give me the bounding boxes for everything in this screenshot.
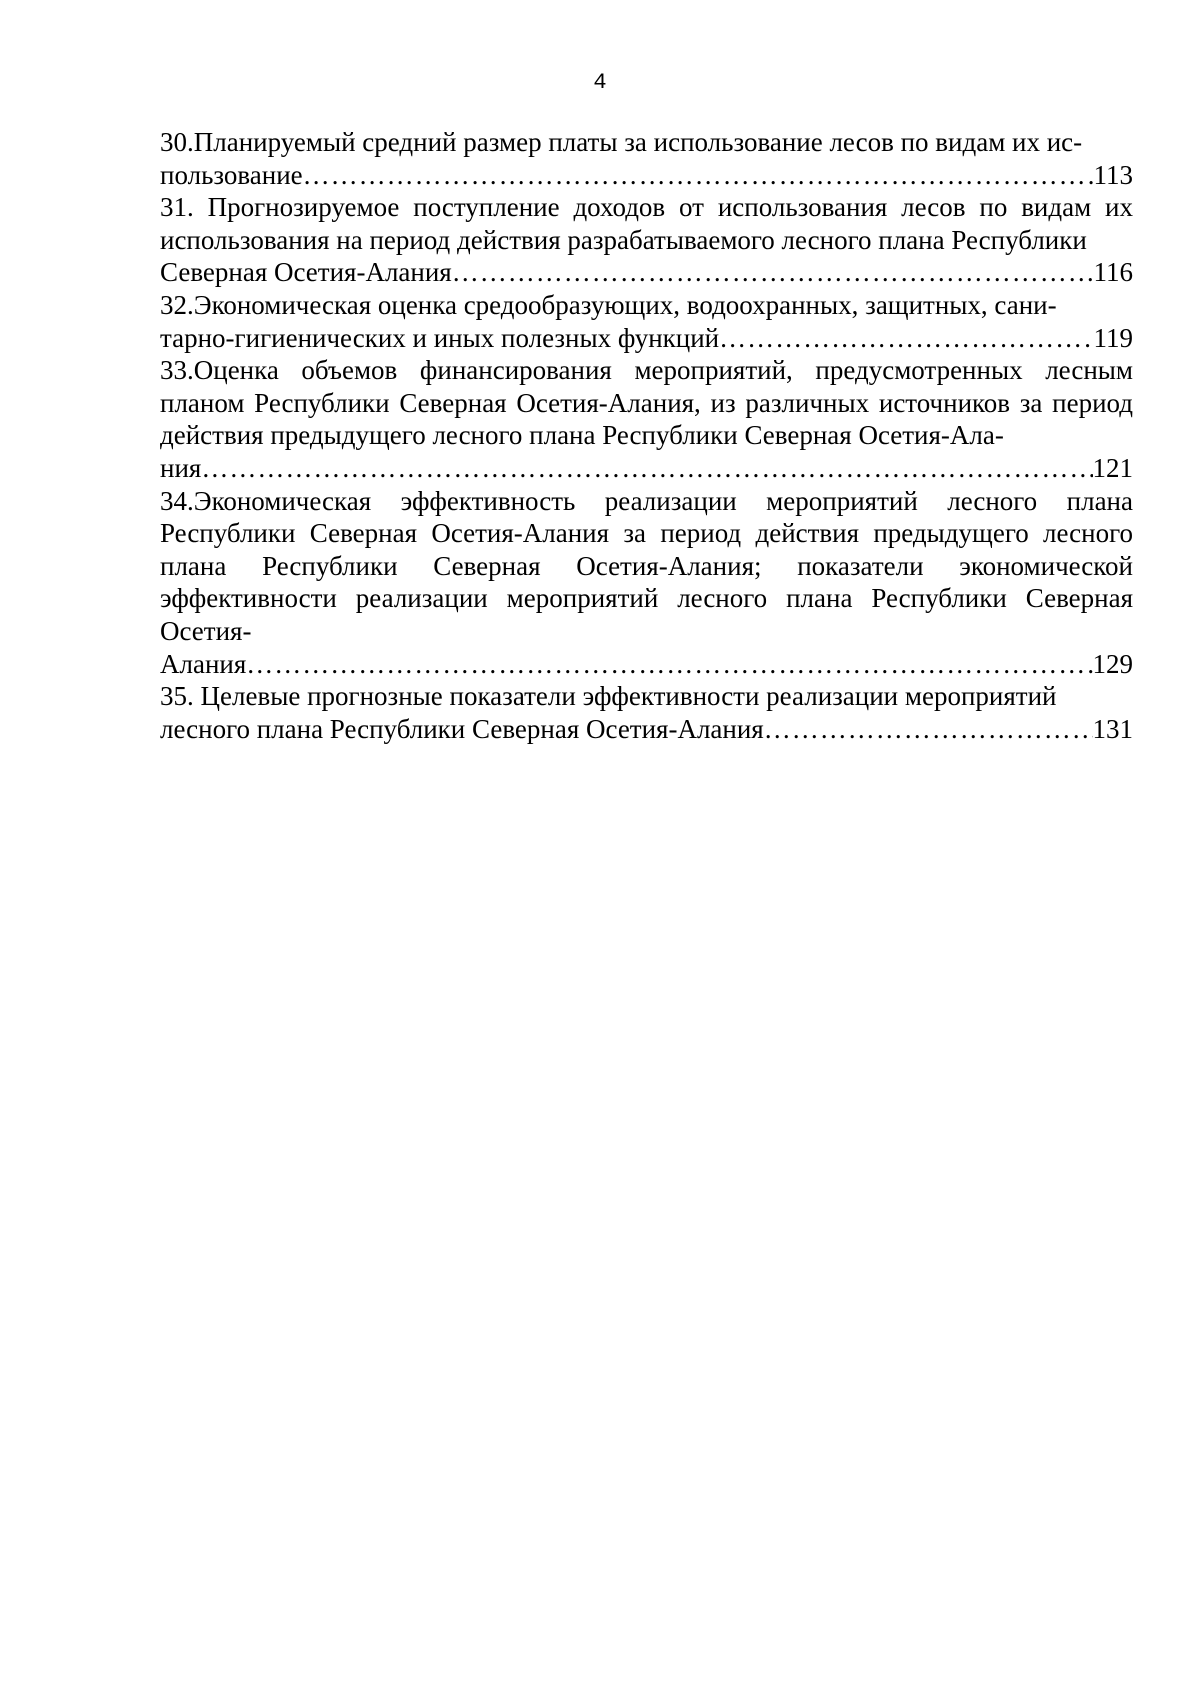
toc-entry-tail: Северная Осетия-Алания bbox=[160, 257, 452, 288]
toc-entry-last-line bbox=[160, 648, 1133, 681]
toc-entry-34[interactable] bbox=[160, 485, 1133, 681]
toc-page-number: 121 bbox=[1092, 452, 1133, 483]
toc-entry-last-line bbox=[160, 713, 1133, 746]
toc-entry-text: 30.Планируемый средний размер платы за использование лесов по видам их ис- bbox=[160, 127, 1083, 157]
toc-entry-32[interactable] bbox=[160, 289, 1133, 354]
toc-page-number: 131 bbox=[1092, 713, 1133, 744]
toc-page-number: 119 bbox=[1093, 322, 1133, 353]
toc-entry-tail: лесного плана Республики Северная Осетия-Алания bbox=[160, 713, 764, 744]
toc-page-number: 116 bbox=[1093, 257, 1133, 288]
toc-entry-tail: ния bbox=[160, 452, 202, 483]
toc-entry-text: 33.Оценка объемов финансирования мероприятий, предусмотренных лесным планом Республики Северная Осетия-Алания, из различных источников за период действия предыдущего лесного плана Республики Северная Осетия-Ала- bbox=[160, 355, 1133, 451]
toc-entry-last-line bbox=[160, 256, 1133, 289]
toc-entry-last-line bbox=[160, 452, 1133, 485]
dot-leader bbox=[201, 452, 1092, 485]
toc-entry-31[interactable] bbox=[160, 191, 1133, 289]
toc-entry-last-line bbox=[160, 159, 1133, 192]
toc-entry-35[interactable] bbox=[160, 680, 1133, 745]
table-of-contents bbox=[160, 126, 1133, 745]
dot-leader bbox=[303, 159, 1094, 192]
toc-entry-30[interactable] bbox=[160, 126, 1133, 191]
dot-leader bbox=[452, 256, 1094, 289]
toc-entry-tail: Алания bbox=[160, 648, 247, 679]
toc-entry-tail: тарно-гигиенических и иных полезных функций bbox=[160, 322, 720, 353]
dot-leader bbox=[719, 322, 1093, 355]
toc-entry-text: 32.Экономическая оценка средообразующих, водоохранных, защитных, сани- bbox=[160, 289, 1057, 320]
toc-page-number: 129 bbox=[1092, 648, 1133, 679]
toc-entry-last-line bbox=[160, 322, 1133, 355]
toc-page-number: 113 bbox=[1093, 159, 1133, 190]
page-number: 4 bbox=[593, 70, 607, 95]
toc-entry-text: 31. Прогнозируемое поступление доходов от использования лесов по видам их использования на период действия разрабатываемого лесного плана Республики bbox=[160, 192, 1133, 255]
toc-entry-text: 35. Целевые прогнозные показатели эффективности реализации мероприятий bbox=[160, 681, 1057, 712]
dot-leader bbox=[764, 713, 1093, 746]
toc-entry-tail: пользование bbox=[160, 159, 303, 190]
dot-leader bbox=[246, 648, 1092, 681]
toc-entry-text: 34.Экономическая эффективность реализации мероприятий лесного плана Республики Северная Осетия-Алания за период действия предыдущего лесного плана Республики Северная Осетия-Алания; показатели экономической эффективности реализации мероприятий лесного плана Республики Северная Осетия- bbox=[160, 485, 1133, 646]
toc-entry-33[interactable] bbox=[160, 354, 1133, 484]
